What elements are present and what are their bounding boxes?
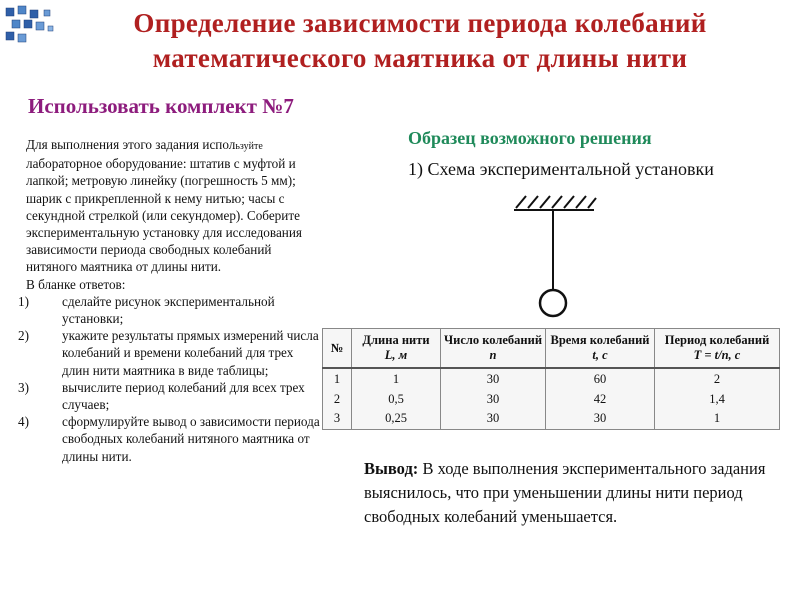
task-item-3-num: 3) bbox=[18, 379, 29, 395]
table-row bbox=[323, 368, 780, 389]
task-item-1-num: 1) bbox=[18, 293, 29, 309]
task-item-2-text: укажите результаты прямых измерений числа колебаний и времени колебаний для трех длин нити маятника в виде таблицы; bbox=[62, 328, 319, 378]
pendulum-diagram bbox=[508, 186, 598, 322]
header-time: Время колебаний t, с bbox=[546, 329, 655, 369]
table-cell: 3 bbox=[323, 409, 352, 430]
header-period: Период колебаний T = t/n, с bbox=[655, 329, 780, 369]
table-cell: 30 bbox=[441, 389, 546, 409]
title-line-1: Определение зависимости периода колебаний bbox=[133, 8, 707, 38]
table-cell: 60 bbox=[546, 368, 655, 389]
table-cell: 30 bbox=[441, 409, 546, 430]
table-cell: 2 bbox=[655, 368, 780, 389]
task-item-1-text: сделайте рисунок экспериментальной установки; bbox=[62, 293, 275, 327]
kit-heading: Использовать комплект №7 bbox=[28, 94, 294, 118]
task-item-3 bbox=[18, 379, 322, 413]
header-number: № bbox=[323, 329, 352, 369]
sample-heading: Образец возможного решения bbox=[408, 128, 652, 148]
task-intro-part2: лабораторное оборудование: штатив с муфтой и лапкой; метровую линейку (погрешность 5 мм); шарик с прикрепленной к нему нитью; часы с секундной стрелкой (или секундомер). Соберите экспериментальную установку для исследования зависимости периода свободных колебаний нитяного маятника от длины нити. bbox=[26, 156, 302, 275]
task-item-4-num: 4) bbox=[18, 414, 29, 430]
pendulum-support bbox=[514, 196, 596, 210]
table-row bbox=[323, 409, 780, 430]
table-cell: 1 bbox=[352, 368, 441, 389]
conclusion-lead: Вывод: bbox=[364, 459, 419, 478]
table-cell: 30 bbox=[546, 409, 655, 430]
table-cell: 1 bbox=[655, 409, 780, 430]
results-table bbox=[322, 328, 780, 430]
answer-intro: В бланке ответов: bbox=[26, 276, 126, 292]
task-item-4-text: сформулируйте вывод о зависимости периода свободных колебаний нитяного маятника от длины нити. bbox=[62, 414, 320, 464]
task-item-4 bbox=[18, 413, 322, 465]
table-cell: 2 bbox=[323, 389, 352, 409]
header-count: Число колебаний n bbox=[441, 329, 546, 369]
table-cell: 42 bbox=[546, 389, 655, 409]
table-row bbox=[323, 389, 780, 409]
conclusion-text: В ходе выполнения экспериментального задания выяснилось, что при уменьшении длины нити период свободных колебаний уменьшается. bbox=[364, 459, 766, 526]
conclusion bbox=[364, 457, 784, 529]
scheme-label: 1) Схема экспериментальной установки bbox=[408, 159, 714, 179]
task-item-2-num: 2) bbox=[18, 328, 29, 344]
slide-title bbox=[60, 6, 780, 76]
task-intro-part1: Для выполнения этого задания испол bbox=[26, 137, 236, 152]
table-header-row bbox=[323, 329, 780, 369]
table-cell: 1,4 bbox=[655, 389, 780, 409]
task-intro bbox=[26, 136, 322, 276]
table-cell: 1 bbox=[323, 368, 352, 389]
table-cell: 30 bbox=[441, 368, 546, 389]
pendulum-ball bbox=[540, 290, 566, 316]
corner-logo bbox=[4, 4, 64, 46]
header-length: Длина нити L, м bbox=[352, 329, 441, 369]
task-item-1 bbox=[18, 293, 322, 327]
task-item-2 bbox=[18, 327, 322, 379]
table-cell: 0,25 bbox=[352, 409, 441, 430]
title-line-2: математического маятника от длины нити bbox=[152, 43, 688, 73]
task-list bbox=[18, 293, 322, 465]
task-item-3-text: вычислите период колебаний для всех трех случаев; bbox=[62, 379, 305, 413]
task-description bbox=[18, 136, 322, 465]
table-cell: 0,5 bbox=[352, 389, 441, 409]
task-intro-small: ьзуйте bbox=[235, 141, 263, 152]
